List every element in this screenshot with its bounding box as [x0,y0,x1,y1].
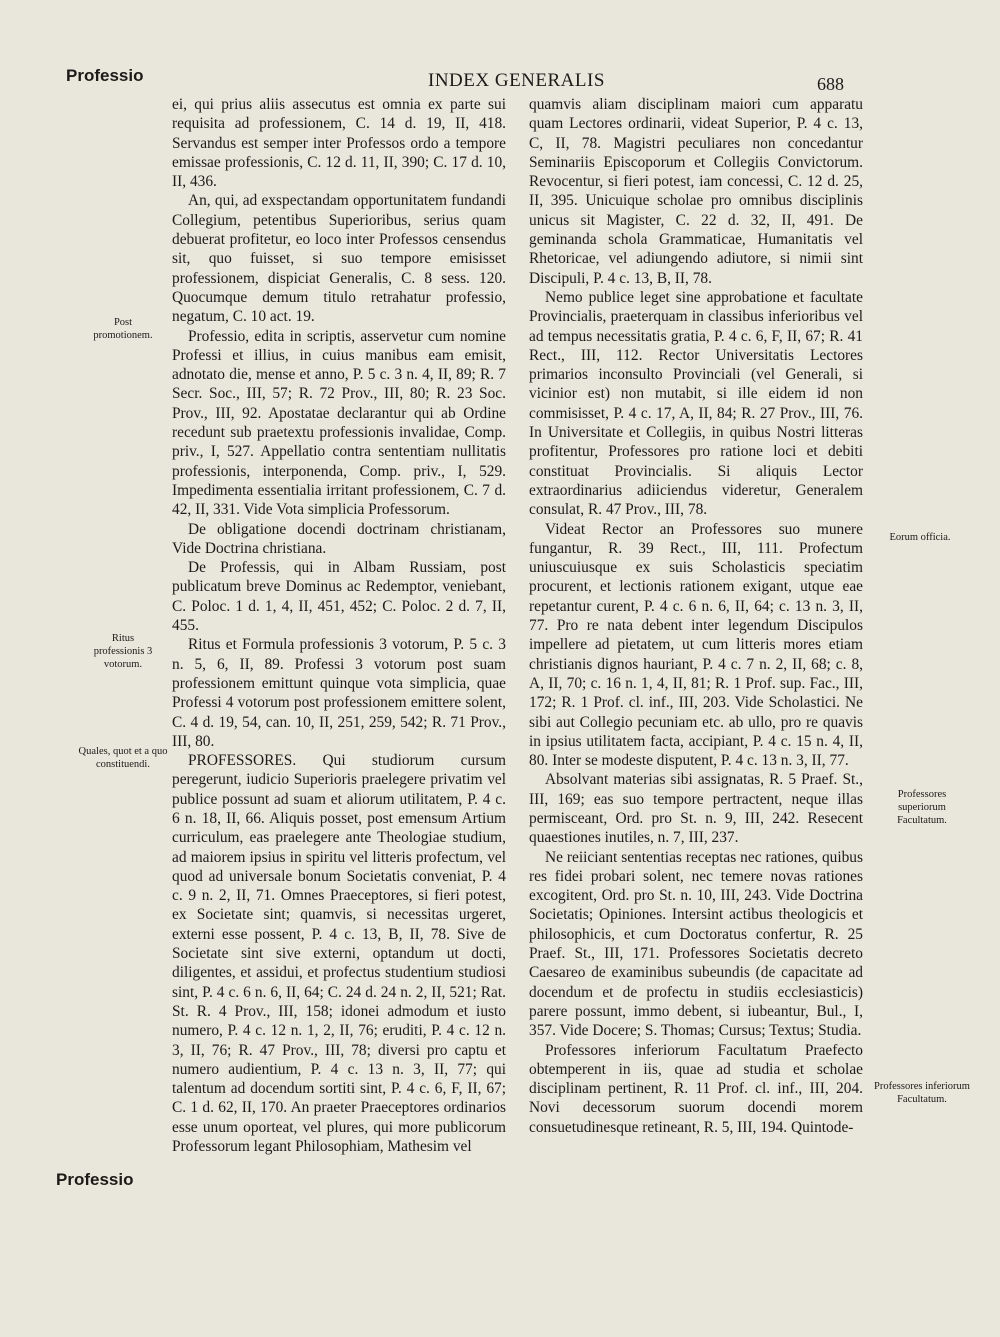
paragraph: De obligatione docendi doctrinam christianam, Vide Doctrina christiana. [172,520,506,557]
margin-note-eorum-officia: Eorum officia. [889,532,951,543]
paragraph: ei, qui prius aliis assecutus est omnia ex parte sui requisita ad professionem, C. 14 d. 19, II, 418. Servandus est semper inter Professos ordo a tempore emissae professionis, C. 12 d. 11, II, 390; C. 17 d. 10, II, 436. [172,96,506,191]
paragraph: Ritus et Formula professionis 3 votorum, P. 5 c. 3 n. 5, 6, II, 89. Professi 3 votorum post suam professionem emittunt quinque vota simplicia, quae Professi 4 votorum post professionem emittere solent, C. 4 d. 19, 54, can. 10, II, 251, 259, 542; R. 71 Prov., III, 80. [172,636,506,750]
running-foot: Professio [56,1170,134,1189]
paragraph: Nemo publice leget sine approbatione et facultate Provincialis, praeterquam in classibus inferioribus vel ad tempus necessitatis gratia, P. 4 c. 6, F, II, 67; R. 41 Rect., III, 112. Rector Universitatis Lectores primarios inconsulto Provinciali (vel Generali, si vicinior est) non mutabit, si ille eidem id non commisisset, P. 4 c. 17, A, II, 84; R. 27 Prov., III, 76. In Universitate et Collegiis, in quibus Nostri litteras profitentur, Professores pro ratione loci et debiti constituat Provincialis. Si aliquis Lector extraordinarius adiiciendus videretur, Generalem consulat, R. 47 Prov., III, 78. [529,288,863,519]
paragraph: Ne reiiciant sententias receptas nec rationes, quibus res fidei probari solent, nec temere novas rationes excogitent, Ord. pro St. n. 10, III, 243. Vide Doctrina Societatis; Opiniones. Intersint actibus theologicis et philosophicis, et cum Doctoratus confertur, R. 25 Praef. St., III, 171. Professores Societatis decreto Caesareo de examinibus subeundis (de capacitate ad docendum et de profectu in studiis ecclesiasticis) parere possunt, immo debent, si iubeantur, Bul., I, 357. Vide Docere; S. Thomas; Cursus; Textus; Studia. [529,848,863,1040]
paragraph: quamvis aliam disciplinam maiori cum apparatu quam Lectores ordinarii, videat Superior, P. 4 c. 13, C, II, 78. Magistri peculiares non concedantur Seminariis Episcoporum et Collegiis Convictorum. Revocentur, si fieri potest, iam concessi, C. 12 d. 25, II, 395. Unicuique scholae pro omnibus disciplinis unicus sit Magister, C. 22 d. 32, II, 491. De geminanda schola Grammaticae, Humanitatis vel Rhetoricae, vel adiungendo adiutore, si nimii sint Discipuli, P. 4 c. 13, B, II, 78. [529,96,863,287]
running-head-left: Professio [66,66,144,85]
paragraph: Absolvant materias sibi assignatas, R. 5 Praef. St., III, 169; eas suo tempore pertractent, neque illas permisceant, Ord. pro St. n. 9, III, 242. Resecent quaestiones inutiles, n. 7, III, 237. [529,771,863,847]
margin-note-professores-superiorum: Professores superiorum Facultatum. [897,789,947,826]
right-column [529,95,863,1137]
margin-note-post-promotionem: Post promotionem. [93,317,153,341]
page-number: 688 [817,74,844,94]
left-column [172,95,506,1156]
running-head-title: INDEX GENERALIS [428,70,605,91]
paragraph: De Professis, qui in Albam Russiam, post publicatum breve Dominus ac Redemptor, veniebant, C. Poloc. 1 d. 1, 4, II, 451, 452; C. Poloc. 2 d. 7, II, 455. [172,559,506,635]
margin-note-professores-inferiorum: Professores inferiorum Facultatum. [874,1081,970,1105]
paragraph: Professio, edita in scriptis, asservetur cum nomine Professi et illius, in cuius manibus eam emisit, adnotato die, mense et anno, P. 5 c. 3 n. 4, II, 89; R. 7 Secr. Soc., III, 57; R. 72 Prov., III, 80; R. 23 Soc. Prov., III, 92. Apostatae declarantur qui ab Ordine recedunt sub praetextu professionis invalidae, Comp. priv., I, 527. Appellatio contra sententiam nullitatis professionis, interponenda, Comp. priv., I, 529. Impedimenta essentialia irritant professionem, C. 7 d. 42, II, 331. Vide Vota simplicia Professorum. [172,327,506,519]
margin-note-quales: Quales, quot et a quo constituendi. [78,746,168,770]
paragraph: Professores inferiorum Facultatum Praefecto obtemperent in iis, quae ad studia et scholae disciplinam pertinent, R. 11 Prof. cl. inf., III, 204. Novi decessorum suorum docendi morem consuetudinesque retineant, R. 5, III, 194. Quintode- [529,1041,863,1136]
paragraph: An, qui, ad exspectandam opportunitatem fundandi Collegium, petentibus Superioribus, serius quam debuerat profitetur, eo loco inter Professos censendus sit, quo fuisset, si suo tempore emisisset professionem, dispiciat Generalis, C. 8 sess. 120. Quocumque demum titulo retrahatur professio, negatum, C. 10 act. 19. [172,192,506,326]
paragraph: Videat Rector an Professores suo munere fungantur, R. 39 Rect., III, 111. Profectum uniuscuiusque ex suis Scholasticis speciatim procurent, et lectionis rationem exigant, utque eae repetantur curent, P. 4 c. 6 n. 6, II, 64; c. 13 n. 3, II, 77. Pro re nata debent inter legendum Discipulos impellere ad pietatem, ut cum litteris mores etiam christianis dignos hauriant, P. 4 c. 7 n. 2, II, 68; c. 8, A, II, 70; c. 16 n. 1, 4, II, 81; R. 1 Prof. sup. Fac., III, 172; R. 1 Prof. cl. inf., III, 203. Vide Scholastici. Ne sibi aut Collegio pecuniam etc. ab ullo, pro re quavis in ipsius utilitatem facta, accipiant, P. 4 c. 15 n. 4, II, 80. Inter se modeste disputent, P. 4 c. 13 n. 3, II, 77. [529,520,863,770]
paragraph: PROFESSORES. Qui studiorum cursum peregerunt, iudicio Superioris praelegere privatim vel publice possunt ad suam et aliorum utilitatem, P. 4 c. 6 n. 18, II, 66. Aliquis posset, post emensum Artium curriculum, eas praelegere ante Theologiae studium, ad maiorem ipsius in spiritu vel litteris profectum, vel quod ad universale bonum Societatis conveniat, P. 4 c. 9 n. 2, II, 71. Omnes Praeceptores, si fieri potest, ex Societate sint; quamvis, si necessitas urgeret, externi esse possent, P. 4 c. 13, B, II, 78. Sive de Societate sint sive externi, optandum ut docti, diligentes, et assidui, et profectus studentium studiosi sint, P. 4 c. 6 n. 6, II, 64; C. 24 d. 24 n. 2, II, 521; Rat. St. R. 4 Prov., III, 158; idonei admodum et iusto numero, P. 4 c. 12 n. 1, 2, II, 76; eruditi, P. 4 c. 12 n. 3, II, 76; R. 47 Prov., III, 78; diversi pro captu et numero audientium, P. 4 c. 13 n. 3, II, 77; qui talentum ad docendum sortiti sint, P. 4 c. 6, F, II, 67; C. 1 d. 62, II, 170. An praeter Praeceptores ordinarios esse unum oporteat, vel plures, qui more publicorum Professorum legant Philosophiam, Mathesim vel [172,752,506,1156]
margin-note-ritus: Ritus professionis 3 votorum. [93,633,153,670]
